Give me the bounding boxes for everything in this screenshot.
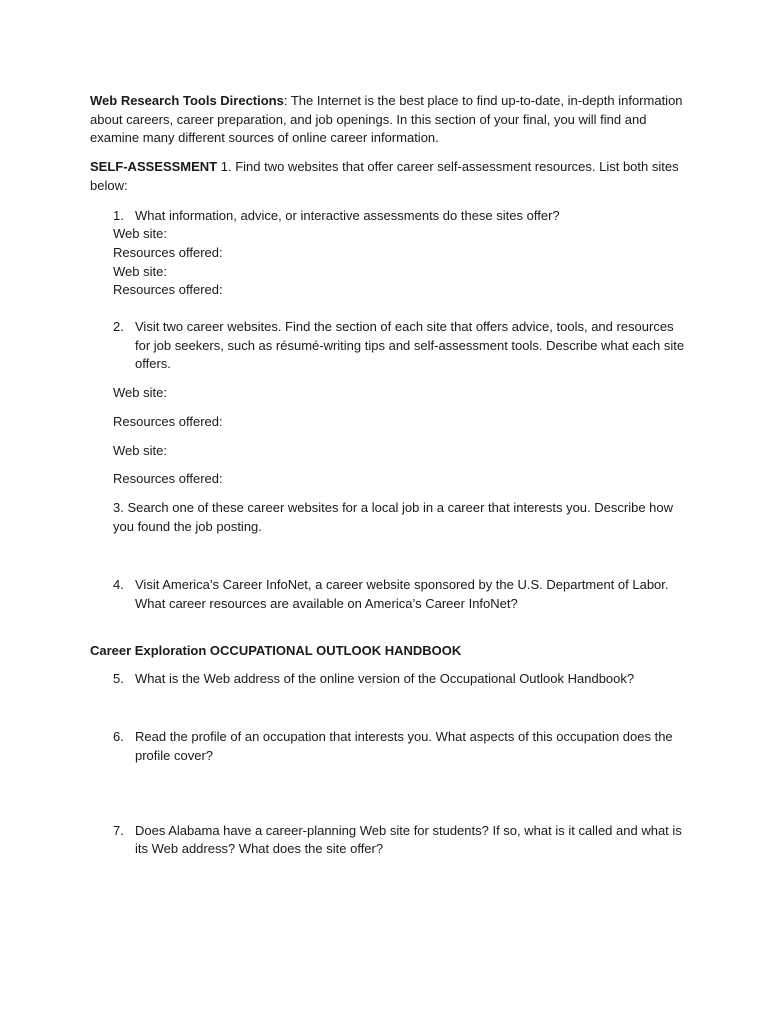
question-5: [113, 670, 690, 689]
question-number: 2.: [113, 319, 124, 335]
question-number: 1.: [113, 207, 124, 223]
question-1: [113, 207, 690, 226]
question-text: What information, advice, or interactive assessments do these sites offer?: [135, 207, 560, 223]
field-label: Web site:: [113, 385, 167, 401]
question-text: Visit two career websites. Find the section of each site that offers advice, tools, and resources for job seekers, such as résumé-writing tips and self-assessment tools. Describe what each site offers.: [135, 319, 685, 372]
question-7: [113, 822, 690, 859]
self-assessment-heading: SELF-ASSESSMENT: [90, 159, 218, 175]
career-exploration-heading: [90, 642, 690, 661]
question-number: 6.: [113, 729, 124, 745]
question-text: Read the profile of an occupation that interests you. What aspects of this occupation does the profile cover?: [135, 729, 673, 763]
self-assessment-text: 1. Find two websites that offer career self-assessment resources. List both sites below:: [90, 159, 679, 193]
question-4: [113, 576, 690, 613]
section-title: Career Exploration OCCUPATIONAL OUTLOOK HANDBOOK: [90, 642, 462, 658]
field-label: Resources offered:: [113, 471, 223, 487]
field-label: Web site:: [113, 226, 167, 242]
question-text: Visit America’s Career InfoNet, a career website sponsored by the U.S. Department of Labor. What career resources are available on America’s Career InfoNet?: [135, 577, 669, 612]
question-number: 7.: [113, 822, 124, 838]
question-text: Does Alabama have a career-planning Web site for students? If so, what is it called and what is its Web address? What does the site offer?: [135, 822, 682, 857]
question-2-fields: [90, 384, 690, 489]
question-2: [113, 318, 690, 374]
field-label: Web site:: [113, 263, 167, 279]
field-label: Resources offered:: [113, 282, 223, 298]
field-label: Web site:: [113, 442, 167, 458]
intro-paragraph: [90, 92, 690, 148]
question-1-fields: [90, 225, 690, 300]
intro-text: : The Internet is the best place to find up-to-date, in-depth information about careers, career preparation, and job openings. In this section of your final, you will find and examine many different sources of online career information.: [90, 93, 683, 146]
self-assessment-paragraph: [90, 158, 690, 195]
question-text: What is the Web address of the online version of the Occupational Outlook Handbook?: [135, 671, 635, 687]
intro-heading: Web Research Tools Directions: [90, 93, 284, 108]
field-label: Resources offered:: [113, 413, 223, 429]
question-number: 4.: [113, 577, 124, 593]
field-label: Resources offered:: [113, 244, 223, 260]
question-3: 3. Search one of these career websites for a local job in a career that interests you. Describe how you found the job posting.: [113, 499, 674, 534]
document-page: [90, 92, 690, 859]
question-number: 5.: [113, 671, 124, 687]
question-6: [113, 728, 690, 765]
